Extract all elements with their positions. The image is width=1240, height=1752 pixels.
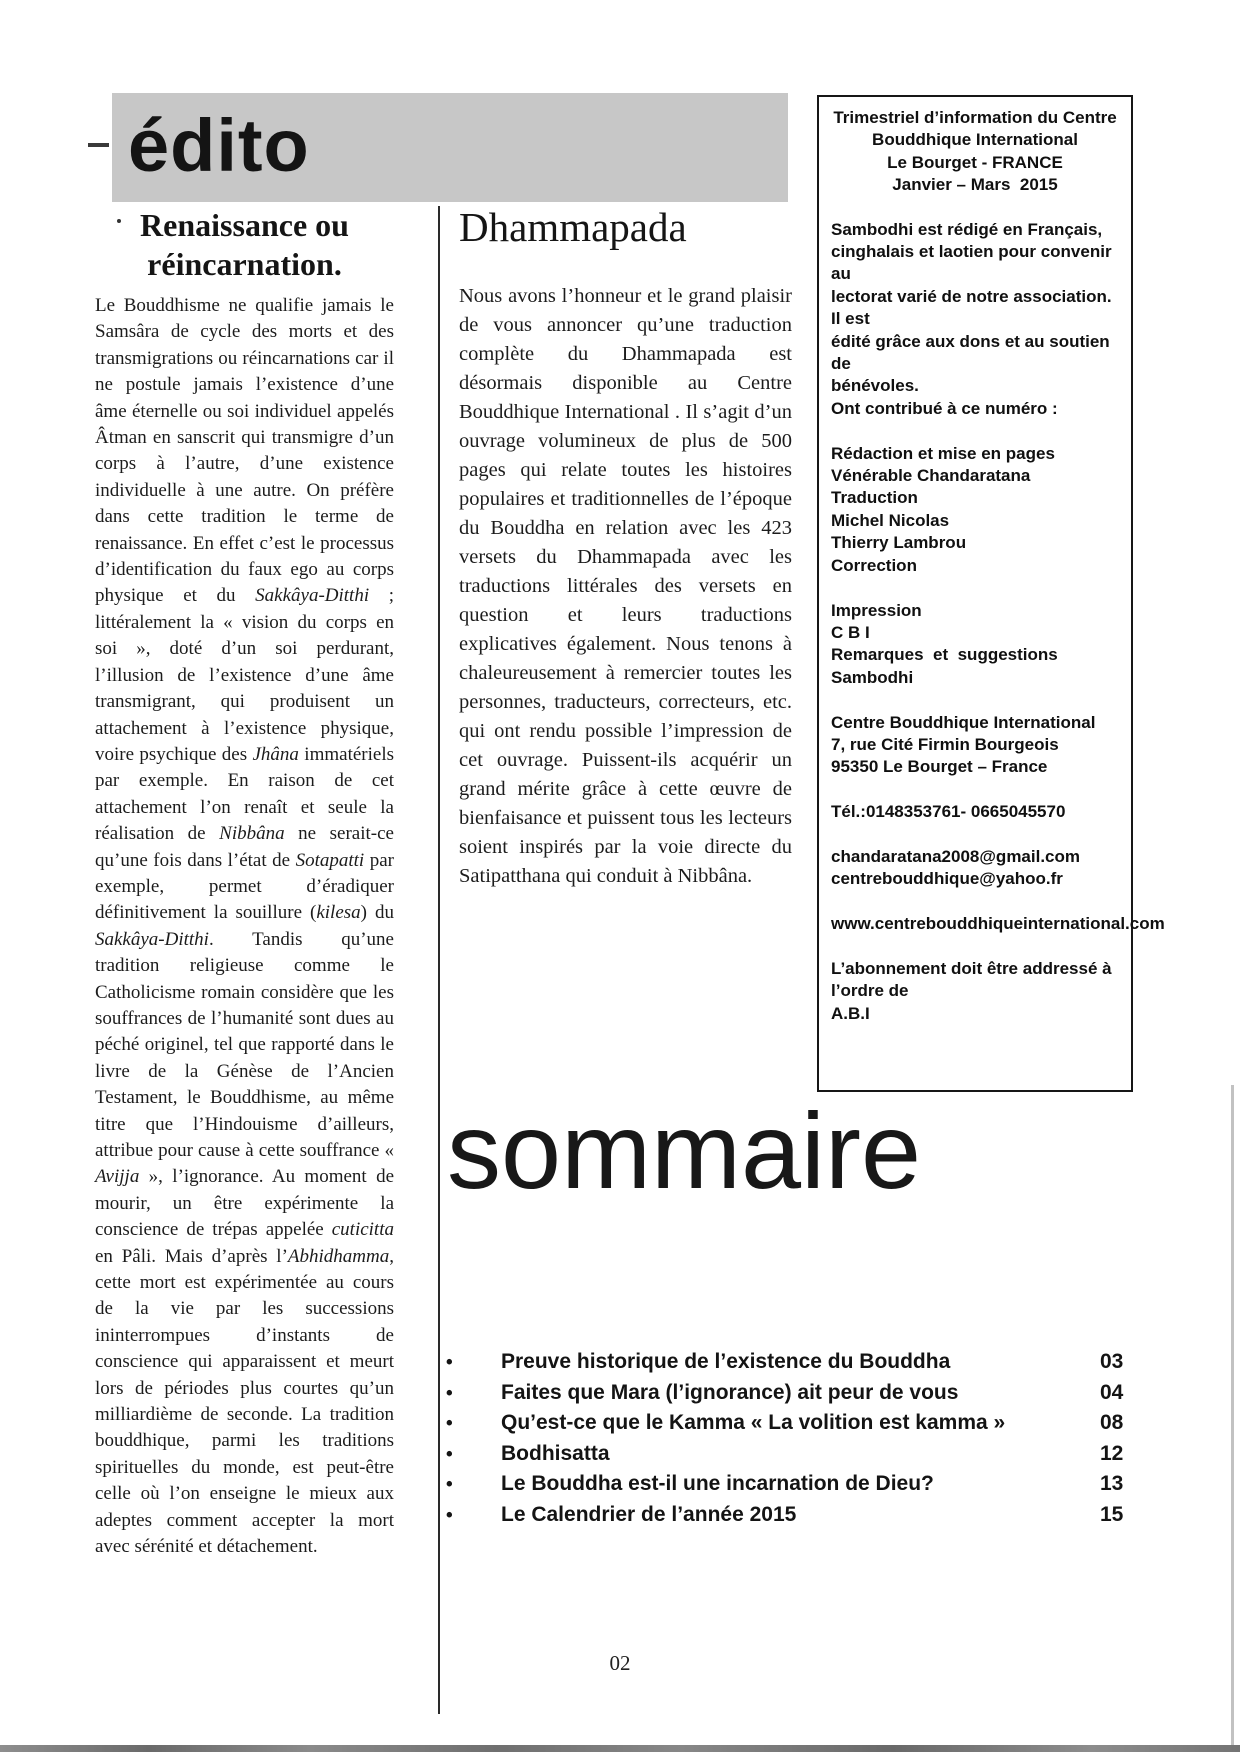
bullet-icon: • bbox=[446, 1504, 453, 1526]
bullet-icon: • bbox=[446, 1413, 453, 1435]
scan-edge-line bbox=[1231, 1085, 1234, 1752]
info-box-body bbox=[831, 219, 1165, 1026]
scan-bottom-band bbox=[0, 1745, 1240, 1752]
toc-row bbox=[440, 1500, 1148, 1531]
toc-item-page-number: 08 bbox=[1100, 1411, 1124, 1435]
toc-item-label: Le Bouddha est-il une incarnation de Dieu? bbox=[501, 1472, 934, 1496]
info-box-line: Rédaction et mise en pages bbox=[831, 443, 1055, 463]
toc-item-label: Qu’est-ce que le Kamma « La volition est kamma » bbox=[501, 1411, 1006, 1435]
bullet-icon: • bbox=[446, 1443, 453, 1465]
edito-banner bbox=[112, 93, 788, 202]
info-box-header-line: Bouddhique International bbox=[872, 130, 1078, 150]
info-box-line bbox=[831, 936, 1119, 958]
info-box-line: Traduction bbox=[831, 488, 918, 508]
table-of-contents bbox=[440, 1347, 1148, 1531]
left-article-title bbox=[95, 206, 394, 284]
middle-article-title: Dhammapada bbox=[459, 204, 687, 250]
info-box-line: 95350 Le Bourget – France bbox=[831, 757, 1048, 777]
toc-item-page-number: 15 bbox=[1100, 1502, 1124, 1526]
info-box-line: cinghalais et laotien pour convenir au bbox=[831, 242, 1117, 284]
sommaire-title: sommaire bbox=[447, 1090, 922, 1211]
toc-row bbox=[440, 1469, 1148, 1500]
toc-item-page-number: 04 bbox=[1100, 1380, 1124, 1404]
bullet-icon: • bbox=[446, 1474, 453, 1496]
info-box-line bbox=[831, 891, 1119, 913]
toc-item-label: Faites que Mara (l’ignorance) ait peur de vous bbox=[501, 1380, 959, 1404]
middle-article bbox=[459, 203, 792, 891]
info-box-header-line: Janvier – Mars 2015 bbox=[892, 175, 1058, 195]
left-article-title-line2: réincarnation. bbox=[147, 246, 342, 282]
left-article-body: Le Bouddhisme ne qualifie jamais le Samsâra de cycle des morts et des transmigrations ou réincarnations car il ne postule jamais l’existence d’une âme éternelle ou soi individuel appelés Âtman en sanscrit qui transmigre d’un corps à l’autre, d’une existence individuelle à une autre. On préfère dans cette tradition le terme de renaissance. En effet c’est le processus d’identification du faux ego au corps physique et du Sakkâya-Ditthi ; littéralement la « vision du corps en soi », doté d’un soi perdurant, l’illusion de l’existence d’une âme transmigrant, qui produisent un attachement à l’existence physique, voire psychique des Jhâna immatériels par exemple. En raison de cet attachement l’on renaît et seule la réalisation de Nibbâna ne serait-ce qu’une fois dans l’état de Sotapatti par exemple, permet d’éradiquer définitivement la souillure (kilesa) du Sakkâya-Ditthi. Tandis qu’une tradition religieuse comme le Catholicisme romain considère que les souffrances de l’humanité sont dues au péché originel, tel que rapporté dans le livre de la Génèse de l’Ancien Testament, le Bouddhisme, au même titre que l’Hindouisme d’ailleurs, attribue pour cause à cette souffrance « Avijja », l’ignorance. Au moment de mourir, un être expérimente la conscience de trépas appelée cuticitta en Pâli. Mais d’après l’Abhidhamma, cette mort est expérimentée au cours de la vie par les successions ininterrompues d’instants de conscience qui apparaissent et meurt lors de périodes plus courtes qu’un milliardième de seconde. La tradition bouddhique, parmi les traditions spirituelles du monde, est peut-être celle où l’on enseigne le mieux aux adeptes comment accepter la mort avec sérénité et détachement. bbox=[95, 295, 394, 1558]
info-box-line: édité grâce aux dons et au soutien de bbox=[831, 331, 1115, 374]
info-box-line: 7, rue Cité Firmin Bourgeois bbox=[831, 734, 1059, 754]
page-number: 02 bbox=[609, 1651, 631, 1675]
info-box-line: A.B.I bbox=[831, 1003, 870, 1023]
info-box-header bbox=[831, 107, 1119, 197]
toc-item-label: Bodhisatta bbox=[501, 1441, 610, 1465]
publication-info-box bbox=[817, 95, 1165, 1092]
toc-row bbox=[440, 1347, 1148, 1378]
toc-item-page-number: 13 bbox=[1100, 1472, 1124, 1496]
toc-row bbox=[440, 1439, 1148, 1470]
middle-article-body: Nous avons l’honneur et le grand plaisir de vous annoncer qu’une traduction complète du Dhammapada est désormais disponible au Centre Bouddhique International . Il s’agit d’un ouvrage volumineux de plus de 500 pages qui relate toutes les histoires populaires et traditionnelles de l’époque du Bouddha en relation avec les 423 versets du Dhammapada avec les traductions littérales des versets en question et leurs traductions explicatives également. Nous tenons à chaleureusement à remercier toutes les personnes, traducteurs, correcteurs, etc. qui ont rendu possible l’impression de cet ouvrage. Puissent-ils acquérir un grand mérite grâce à cette œuvre de bienfaisance et puissent tous les lecteurs soient inspirés par la voie directe du Satipatthana qui conduit à Nibbâna. bbox=[459, 285, 792, 887]
info-box-line bbox=[831, 779, 1119, 801]
info-box-line: bénévoles. bbox=[831, 376, 919, 396]
info-box-line: Tél.:0148353761- 0665045570 bbox=[831, 802, 1066, 822]
info-box-line: L’abonnement doit être addressé à bbox=[831, 958, 1112, 978]
bullet-icon: • bbox=[446, 1382, 453, 1404]
info-box-line: chandaratana2008@gmail.com bbox=[831, 846, 1081, 866]
toc-row bbox=[440, 1378, 1148, 1409]
info-box-line: Centre Bouddhique International bbox=[831, 712, 1096, 732]
info-box-line: Michel Nicolas bbox=[831, 510, 950, 530]
info-box-line: Impression bbox=[831, 600, 922, 620]
info-box-line bbox=[831, 824, 1119, 846]
bullet-icon: • bbox=[446, 1352, 453, 1373]
scan-dash-artifact bbox=[88, 143, 109, 147]
info-box-line: C B I bbox=[831, 622, 870, 642]
info-box-line: Sambodhi bbox=[831, 667, 914, 687]
toc-item-page-number: 12 bbox=[1100, 1441, 1124, 1465]
info-box-line: Sambodhi est rédigé en Français, bbox=[831, 219, 1103, 239]
info-box-line: Remarques et suggestions bbox=[831, 645, 1058, 665]
info-box-header-line: Trimestriel d’information du Centre bbox=[833, 108, 1117, 127]
toc-item-label: Le Calendrier de l’année 2015 bbox=[501, 1502, 797, 1526]
left-article-title-line1: Renaissance ou bbox=[140, 207, 349, 243]
info-box-line bbox=[831, 420, 1119, 442]
masthead-title: édito bbox=[128, 104, 310, 187]
info-box-line: centrebouddhique@yahoo.fr bbox=[831, 869, 1063, 889]
info-box-line bbox=[831, 689, 1119, 711]
left-article bbox=[95, 206, 394, 1561]
info-box-line: l’ordre de bbox=[831, 981, 909, 1001]
toc-item-label: Preuve historique de l’existence du Bouddha bbox=[501, 1350, 951, 1373]
toc-item-page-number: 03 bbox=[1100, 1350, 1124, 1373]
info-box-line: lectorat varié de notre association. Il est bbox=[831, 286, 1117, 329]
info-box-line: Vénérable Chandaratana bbox=[831, 466, 1031, 486]
info-box-line: Thierry Lambrou bbox=[831, 533, 967, 553]
info-box-header-line: Le Bourget - FRANCE bbox=[887, 152, 1063, 172]
info-box-line: Ont contribué à ce numéro : bbox=[831, 398, 1058, 418]
toc-row bbox=[440, 1408, 1148, 1439]
info-box-line: www.centrebouddhiqueinternational.com bbox=[831, 914, 1165, 934]
info-box-line: Correction bbox=[831, 555, 917, 575]
info-box-line bbox=[831, 577, 1119, 599]
